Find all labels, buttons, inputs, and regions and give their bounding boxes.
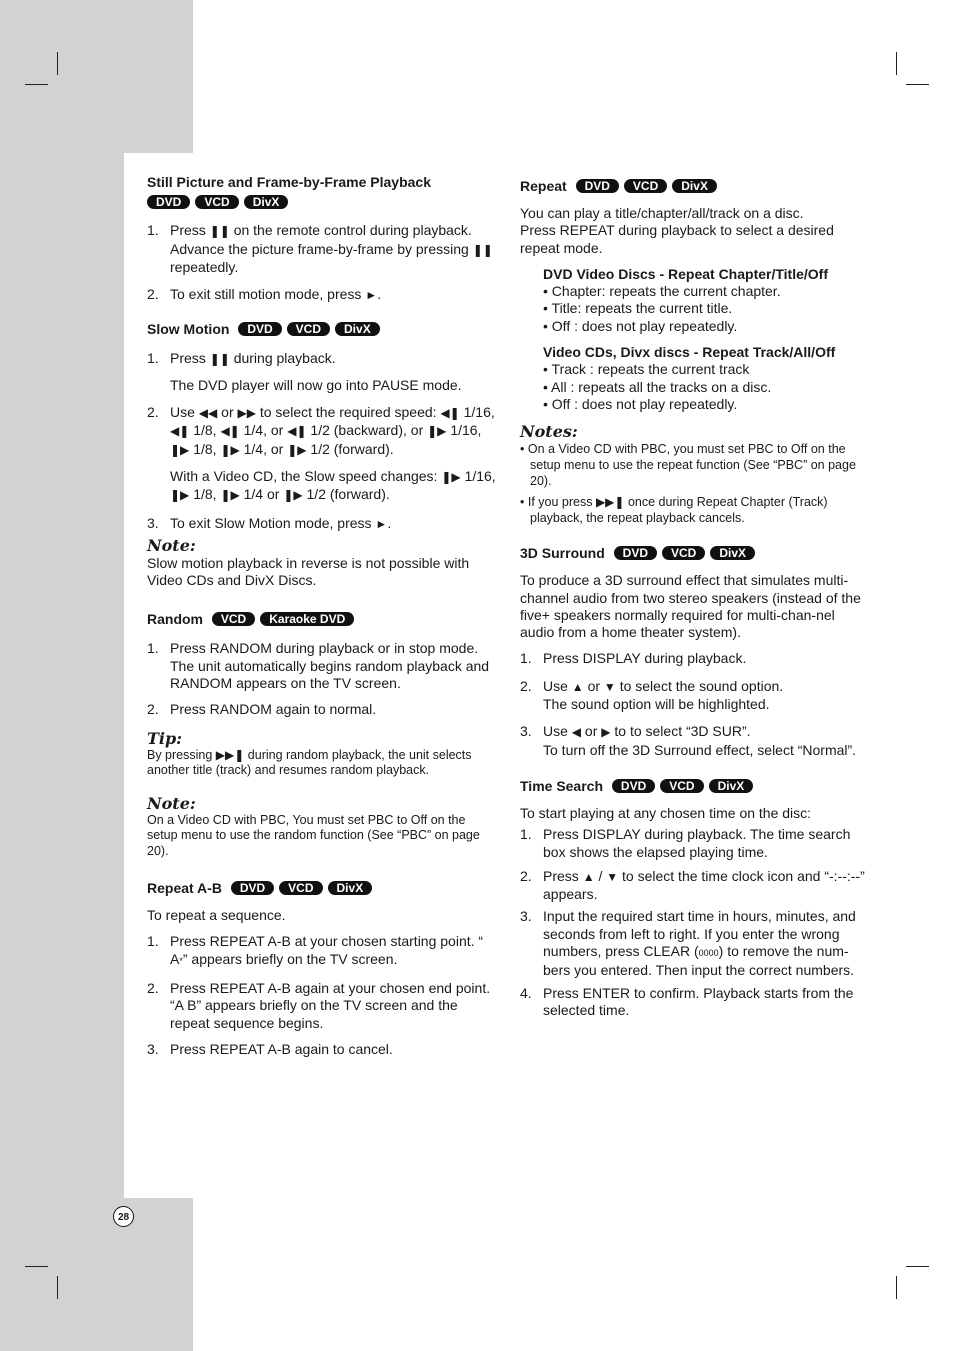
- crop-mark: [896, 1276, 897, 1299]
- list-item: 3. To exit Slow Motion mode, press ►.: [147, 514, 392, 531]
- rewind-icon: ◀◀: [198, 406, 218, 421]
- still-picture-section: [147, 172, 499, 304]
- section-title: Time Search DVD VCD DivX: [520, 776, 872, 796]
- 3d-surround-section: 3D Surround DVD VCD DivX To produce a 3D surround effect that simulates multi-channel audio from two stereo speakers (instead of the five+ speakers normally required for multi-chan-nel audio from a home theater system). 1. Press DISPLAY during playback. 2. Use ▲ or ▼ to select the sound option. The sound option will be highlighted. 3. Use ◀ or ▶ to to select “3D SUR”. To turn off the 3D Surround effect, select “Normal”.: [520, 543, 872, 759]
- slow-forward-icon: ❚▶: [220, 488, 240, 503]
- list-item: 2. Use ◀◀ or ▶▶ to select the required speed: ◀❚ 1/16, ◀❚ 1/8, ◀❚ 1/4, or ◀❚ 1/2 (backward), or ❚▶ 1/16, ❚▶ 1/8, ❚▶ 1/4, or ❚▶ 1/2 (forward). With a Video CD, the Slow speed changes: ❚▶ 1/16, ❚▶ 1/8, ❚▶ 1/4 or ❚▶ 1/2 (forward).: [147, 404, 496, 503]
- list-item: 3. Press REPEAT A-B again to cancel.: [147, 1040, 393, 1057]
- margin-band-bottom: [0, 1198, 193, 1351]
- crop-mark: [57, 1276, 58, 1299]
- divx-badge: DivX: [710, 546, 755, 560]
- note-item: • On a Video CD with PBC, you must set PBC to Off on the setup menu to use the repeat function (See “PBC” on page 20).: [520, 442, 856, 489]
- note-text: Slow motion playback in reverse is not possible with Video CDs and DivX Discs.: [147, 554, 470, 589]
- dvd-badge: DVD: [231, 881, 274, 895]
- repeat-ab-section: Repeat A-B DVD VCD DivX To repeat a sequence. 1. Press REPEAT A-B at your chosen starting point. “ A*” appears briefly on the TV screen. 2. Press REPEAT A-B again at your chosen end point. “A B” appears briefly on the TV screen and the repeat sequence begins. 3. Press REPEAT A-B again to cancel.: [147, 878, 499, 1058]
- left-arrow-icon: ◀: [571, 725, 582, 740]
- divx-badge: DivX: [709, 779, 754, 793]
- list-item: 1. Press DISPLAY during playback.: [520, 650, 747, 667]
- list-item: 1. Press DISPLAY during playback. The time search box shows the elapsed playing time.: [520, 826, 851, 860]
- skip-next-icon: ▶▶❚: [595, 495, 625, 510]
- subheading: DVD Video Discs - Repeat Chapter/Title/Off: [543, 265, 828, 282]
- crop-mark: [906, 1266, 929, 1267]
- section-title: 3D Surround DVD VCD DivX: [520, 543, 872, 563]
- crop-mark: [25, 1266, 48, 1267]
- right-arrow-icon: ▶: [601, 725, 611, 740]
- random-section: [147, 609, 499, 859]
- pause-icon: ❚❚: [472, 242, 493, 257]
- list-item: 2. Use ▲ or ▼ to select the sound option. The sound option will be highlighted.: [520, 677, 784, 713]
- slow-reverse-icon: ◀❚: [287, 424, 307, 439]
- down-arrow-icon: ▼: [603, 679, 616, 694]
- list-item: 2. Press REPEAT A-B again at your chosen end point. “A B” appears briefly on the TV screen and the repeat sequence begins.: [147, 980, 491, 1031]
- list-item: 1. Press ❚❚ on the remote control during playback. Advance the picture frame-by-frame by pressing ❚❚ repeatedly.: [147, 222, 493, 275]
- vcd-badge: VCD: [287, 322, 330, 336]
- section-title: Repeat DVD VCD DivX: [520, 176, 872, 196]
- vcd-badge: VCD: [195, 195, 238, 209]
- disc-badges: [147, 194, 288, 211]
- dvd-badge: DVD: [614, 546, 657, 560]
- section-title: Slow Motion DVD VCD DivX: [147, 319, 499, 339]
- dvd-badge: DVD: [576, 179, 619, 193]
- dvd-badge: DVD: [612, 779, 655, 793]
- section-title: Random VCD Karaoke DVD: [147, 609, 499, 629]
- dvd-badge: DVD: [238, 322, 281, 336]
- vcd-badge: VCD: [662, 546, 705, 560]
- list-item: 3. Input the required start time in hours, minutes, and seconds from left to right. If you enter the wrong numbers, press CLEAR (0000) to remove the num-bers you entered. Then input the correct numbers.: [520, 908, 856, 979]
- tip-heading: Tip:: [147, 728, 183, 748]
- notes-heading: Notes:: [520, 422, 578, 442]
- note-text: On a Video CD with PBC, You must set PBC to Off on the setup menu to use the random function (See “PBC” on page 20).: [147, 812, 480, 858]
- slow-forward-icon: ❚▶: [441, 469, 461, 484]
- crop-mark: [896, 52, 897, 75]
- skip-next-icon: ▶▶❚: [215, 747, 245, 762]
- pause-icon: ❚❚: [209, 224, 230, 239]
- slow-forward-icon: ❚▶: [170, 488, 190, 503]
- slow-forward-icon: ❚▶: [220, 442, 240, 457]
- play-icon: ►: [375, 516, 388, 531]
- list-item: 3. Use ◀ or ▶ to to select “3D SUR”. To turn off the 3D Surround effect, select “Normal”.: [520, 723, 857, 758]
- margin-band-top: [0, 0, 193, 153]
- up-arrow-icon: ▲: [582, 869, 595, 884]
- list-item: 1. Press RANDOM during playback or in stop mode. The unit automatically begins random playback and RANDOM appears on the TV screen.: [147, 640, 490, 692]
- dvd-badge: DVD: [147, 195, 190, 209]
- slow-forward-icon: ❚▶: [287, 442, 307, 457]
- slow-forward-icon: ❚▶: [283, 488, 303, 503]
- list-item: 1. Press ❚❚ during playback. The DVD player will now go into PAUSE mode.: [147, 350, 462, 393]
- list-item: 4. Press ENTER to confirm. Playback starts from the selected time.: [520, 984, 854, 1018]
- note-heading: Note:: [147, 793, 196, 813]
- time-search-section: Time Search DVD VCD DivX To start playing at any chosen time on the disc: 1. Press DISPLAY during playback. The time search box shows the elapsed playing time. 2. Press ▲ / ▼ to select the time clock icon and “-:--:--” appears. 3. Input the required start time in hours, minutes, and seconds from left to right. If you enter the wrong numbers, press CLEAR (0000) to remove the num-bers you entered. Then input the correct numbers. 4. Press ENTER to confirm. Playback starts from the selected time.: [520, 776, 872, 1019]
- fast-forward-icon: ▶▶: [237, 406, 256, 421]
- note-heading: Note:: [147, 535, 196, 555]
- vcd-badge: VCD: [624, 179, 667, 193]
- list-item: 2. Press RANDOM again to normal.: [147, 701, 377, 718]
- crop-mark: [906, 84, 929, 85]
- slow-reverse-icon: ◀❚: [220, 424, 240, 439]
- down-arrow-icon: ▼: [606, 869, 619, 884]
- clear-icon: 0000: [698, 948, 719, 959]
- karaoke-dvd-badge: Karaoke DVD: [260, 612, 354, 626]
- slow-reverse-icon: ◀❚: [170, 424, 190, 439]
- slow-forward-icon: ❚▶: [170, 442, 190, 457]
- left-column: [147, 172, 499, 1058]
- divx-badge: DivX: [244, 195, 289, 209]
- vcd-badge: VCD: [660, 779, 703, 793]
- vcd-badge: VCD: [279, 881, 322, 895]
- repeat-section: Repeat DVD VCD DivX You can play a title/chapter/all/track on a disc. Press REPEAT during playback to select a desired repeat mode. DVD Video Discs - Repeat Chapter/Title/Off • Chapter: repeats the current chapter. • Title: repeats the current title. • Off : does not play repeatedly. Video CDs, Divx discs - Repeat Track/All/Off • Track : repeats the current track • All : repeats all the tracks on a disc. • Off : does not play repeatedly. Notes: • On a Video CD with PBC, you must set PBC to Off on the setup menu to use the repeat function (See “PBC” on page 20). • If you press ▶▶❚ once during Repeat Chapter (Track) playback, the repeat playback cancels.: [520, 176, 872, 526]
- list-item: 2. To exit still motion mode, press ►.: [147, 286, 382, 303]
- slow-motion-section: [147, 319, 499, 589]
- pause-icon: ❚❚: [209, 352, 230, 367]
- vcd-badge: VCD: [212, 612, 255, 626]
- crop-mark: [25, 84, 48, 85]
- tip-text: By pressing ▶▶❚ during random playback, the unit selects another title (track) and resumes random playback.: [147, 747, 472, 778]
- subheading: Video CDs, Divx discs - Repeat Track/All/Off: [543, 344, 836, 361]
- right-column: [520, 176, 872, 1019]
- section-title: Repeat A-B DVD VCD DivX: [147, 878, 499, 898]
- list-item: 1. Press REPEAT A-B at your chosen starting point. “ A*” appears briefly on the TV screen.: [147, 933, 484, 967]
- note-item: • If you press ▶▶❚ once during Repeat Chapter (Track) playback, the repeat playback cancels.: [520, 495, 828, 526]
- play-icon: ►: [365, 288, 378, 303]
- margin-band-left: [0, 153, 124, 1198]
- slow-reverse-icon: ◀❚: [440, 406, 460, 421]
- crop-mark: [57, 52, 58, 75]
- divx-badge: DivX: [328, 881, 373, 895]
- page-number: 28: [113, 1206, 134, 1227]
- up-arrow-icon: ▲: [571, 679, 584, 694]
- list-item: 2. Press ▲ / ▼ to select the time clock icon and “-:--:--” appears.: [520, 867, 865, 903]
- slow-forward-icon: ❚▶: [427, 424, 447, 439]
- divx-badge: DivX: [335, 322, 380, 336]
- section-title: Still Picture and Frame-by-Frame Playback: [147, 174, 431, 190]
- divx-badge: DivX: [672, 179, 717, 193]
